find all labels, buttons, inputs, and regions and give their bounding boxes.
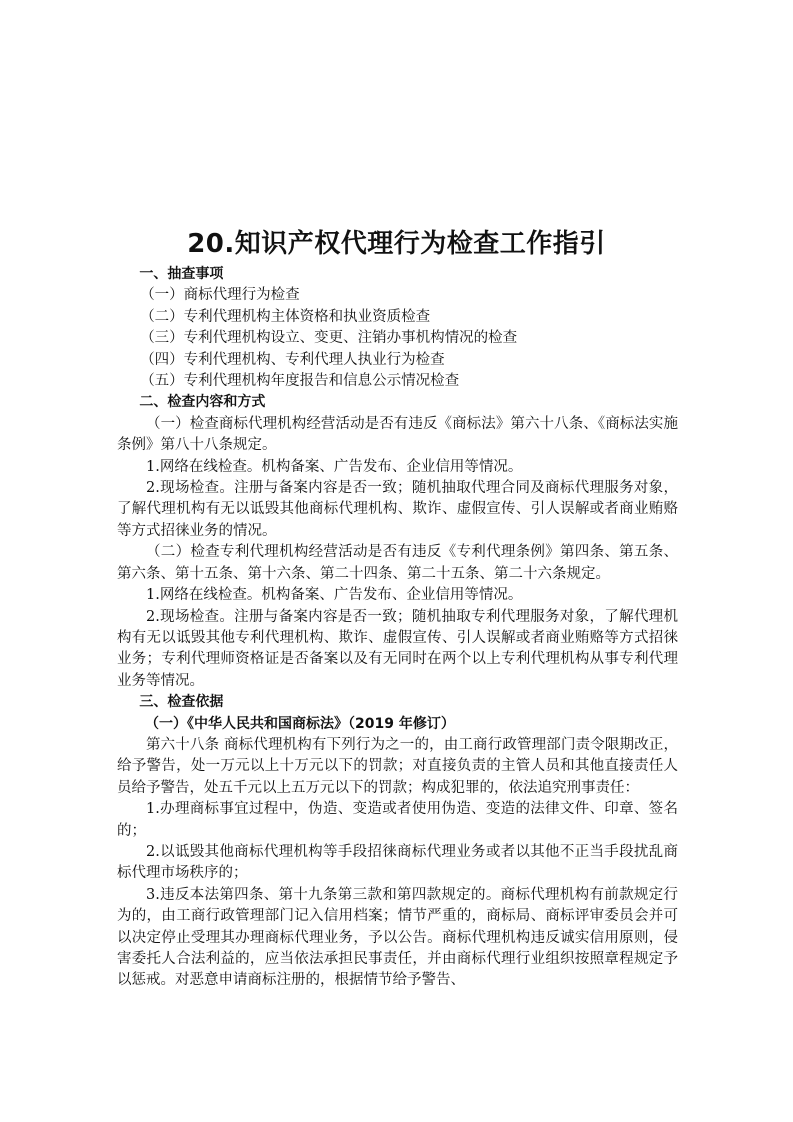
paragraph: 2.以诋毁其他商标代理机构等手段招徕商标代理业务或者以其他不正当手段扰乱商标代理市场秩序的； [117,843,678,882]
paragraph: 第六十八条 商标代理机构有下列行为之一的，由工商行政管理部门责令限期改正，给予警告，处一万元以上十万元以下的罚款；对直接负责的主管人员和其他直接责任人员给予警告，处五千元以上五万元以下的罚款；构成犯罪的，依法追究刑事责任： [117,736,678,796]
check-item-1: （一）商标代理行为检查 [140,287,300,304]
document-body [117,264,678,992]
section-heading-1: 一、抽查事项 [139,266,224,282]
paragraph: 1.办理商标事宜过程中，伪造、变造或者使用伪造、变造的法律文件、印章、签名的； [117,801,678,839]
page-title: 20.知识产权代理行为检查工作指引 [187,229,606,259]
section-heading-2: 二、检查内容和方式 [139,394,266,411]
check-item-2: （二）专利代理机构主体资格和执业资质检查 [140,308,431,325]
paragraph: 1.网络在线检查。机构备案、广告发布、企业信用等情况。 [146,587,523,604]
paragraph: 2.现场检查。注册与备案内容是否一致；随机抽取代理合同及商标代理服务对象，了解代理机构有无以诋毁其他商标代理机构、欺诈、虚假宣传、引人误解或者商业贿赂等方式招徕业务的情况。 [117,480,678,539]
paragraph: 3.违反本法第四条、第十九条第三款和第四款规定的。商标代理机构有前款规定行为的，由工商行政管理部门记入信用档案；情节严重的，商标局、商标评审委员会并可以决定停止受理其办理商标代理业务，予以公告。商标代理机构违反诚实信用原则，侵害委托人合法利益的，应当依法承担民事责任，并由商标代理行业组织按照章程规定予以惩戒。对恶意申请商标注册的，根据情节给予警告、 [117,886,678,989]
paragraph: 2.现场检查。注册与备案内容是否一致；随机抽取专利代理服务对象，了解代理机构有无以诋毁其他专利代理机构、欺诈、虚假宣传、引人误解或者商业贿赂等方式招徕业务；专利代理师资格证是否备案以及有无同时在两个以上专利代理机构从事专利代理业务等情况。 [117,608,678,689]
law-subheading: （一）《中华人民共和国商标法》（2019 年修订） [145,715,455,732]
paragraph: （一）检查商标代理机构经营活动是否有违反《商标法》第六十八条、《商标法实施条例》第八十八条规定。 [117,415,678,454]
paragraph: 1.网络在线检查。机构备案、广告发布、企业信用等情况。 [146,458,523,475]
section-heading-3: 三、检查依据 [139,694,224,711]
check-item-5: （五）专利代理机构年度报告和信息公示情况检查 [140,373,460,390]
check-item-4: （四）专利代理机构、专利代理人执业行为检查 [140,351,445,368]
check-item-3: （三）专利代理机构设立、变更、注销办事机构情况的检查 [140,330,518,347]
paragraph: （二）检查专利代理机构经营活动是否有违反《专利代理条例》第四条、第五条、第六条、第十五条、第十六条、第二十四条、第二十五条、第二十六条规定。 [117,544,678,582]
